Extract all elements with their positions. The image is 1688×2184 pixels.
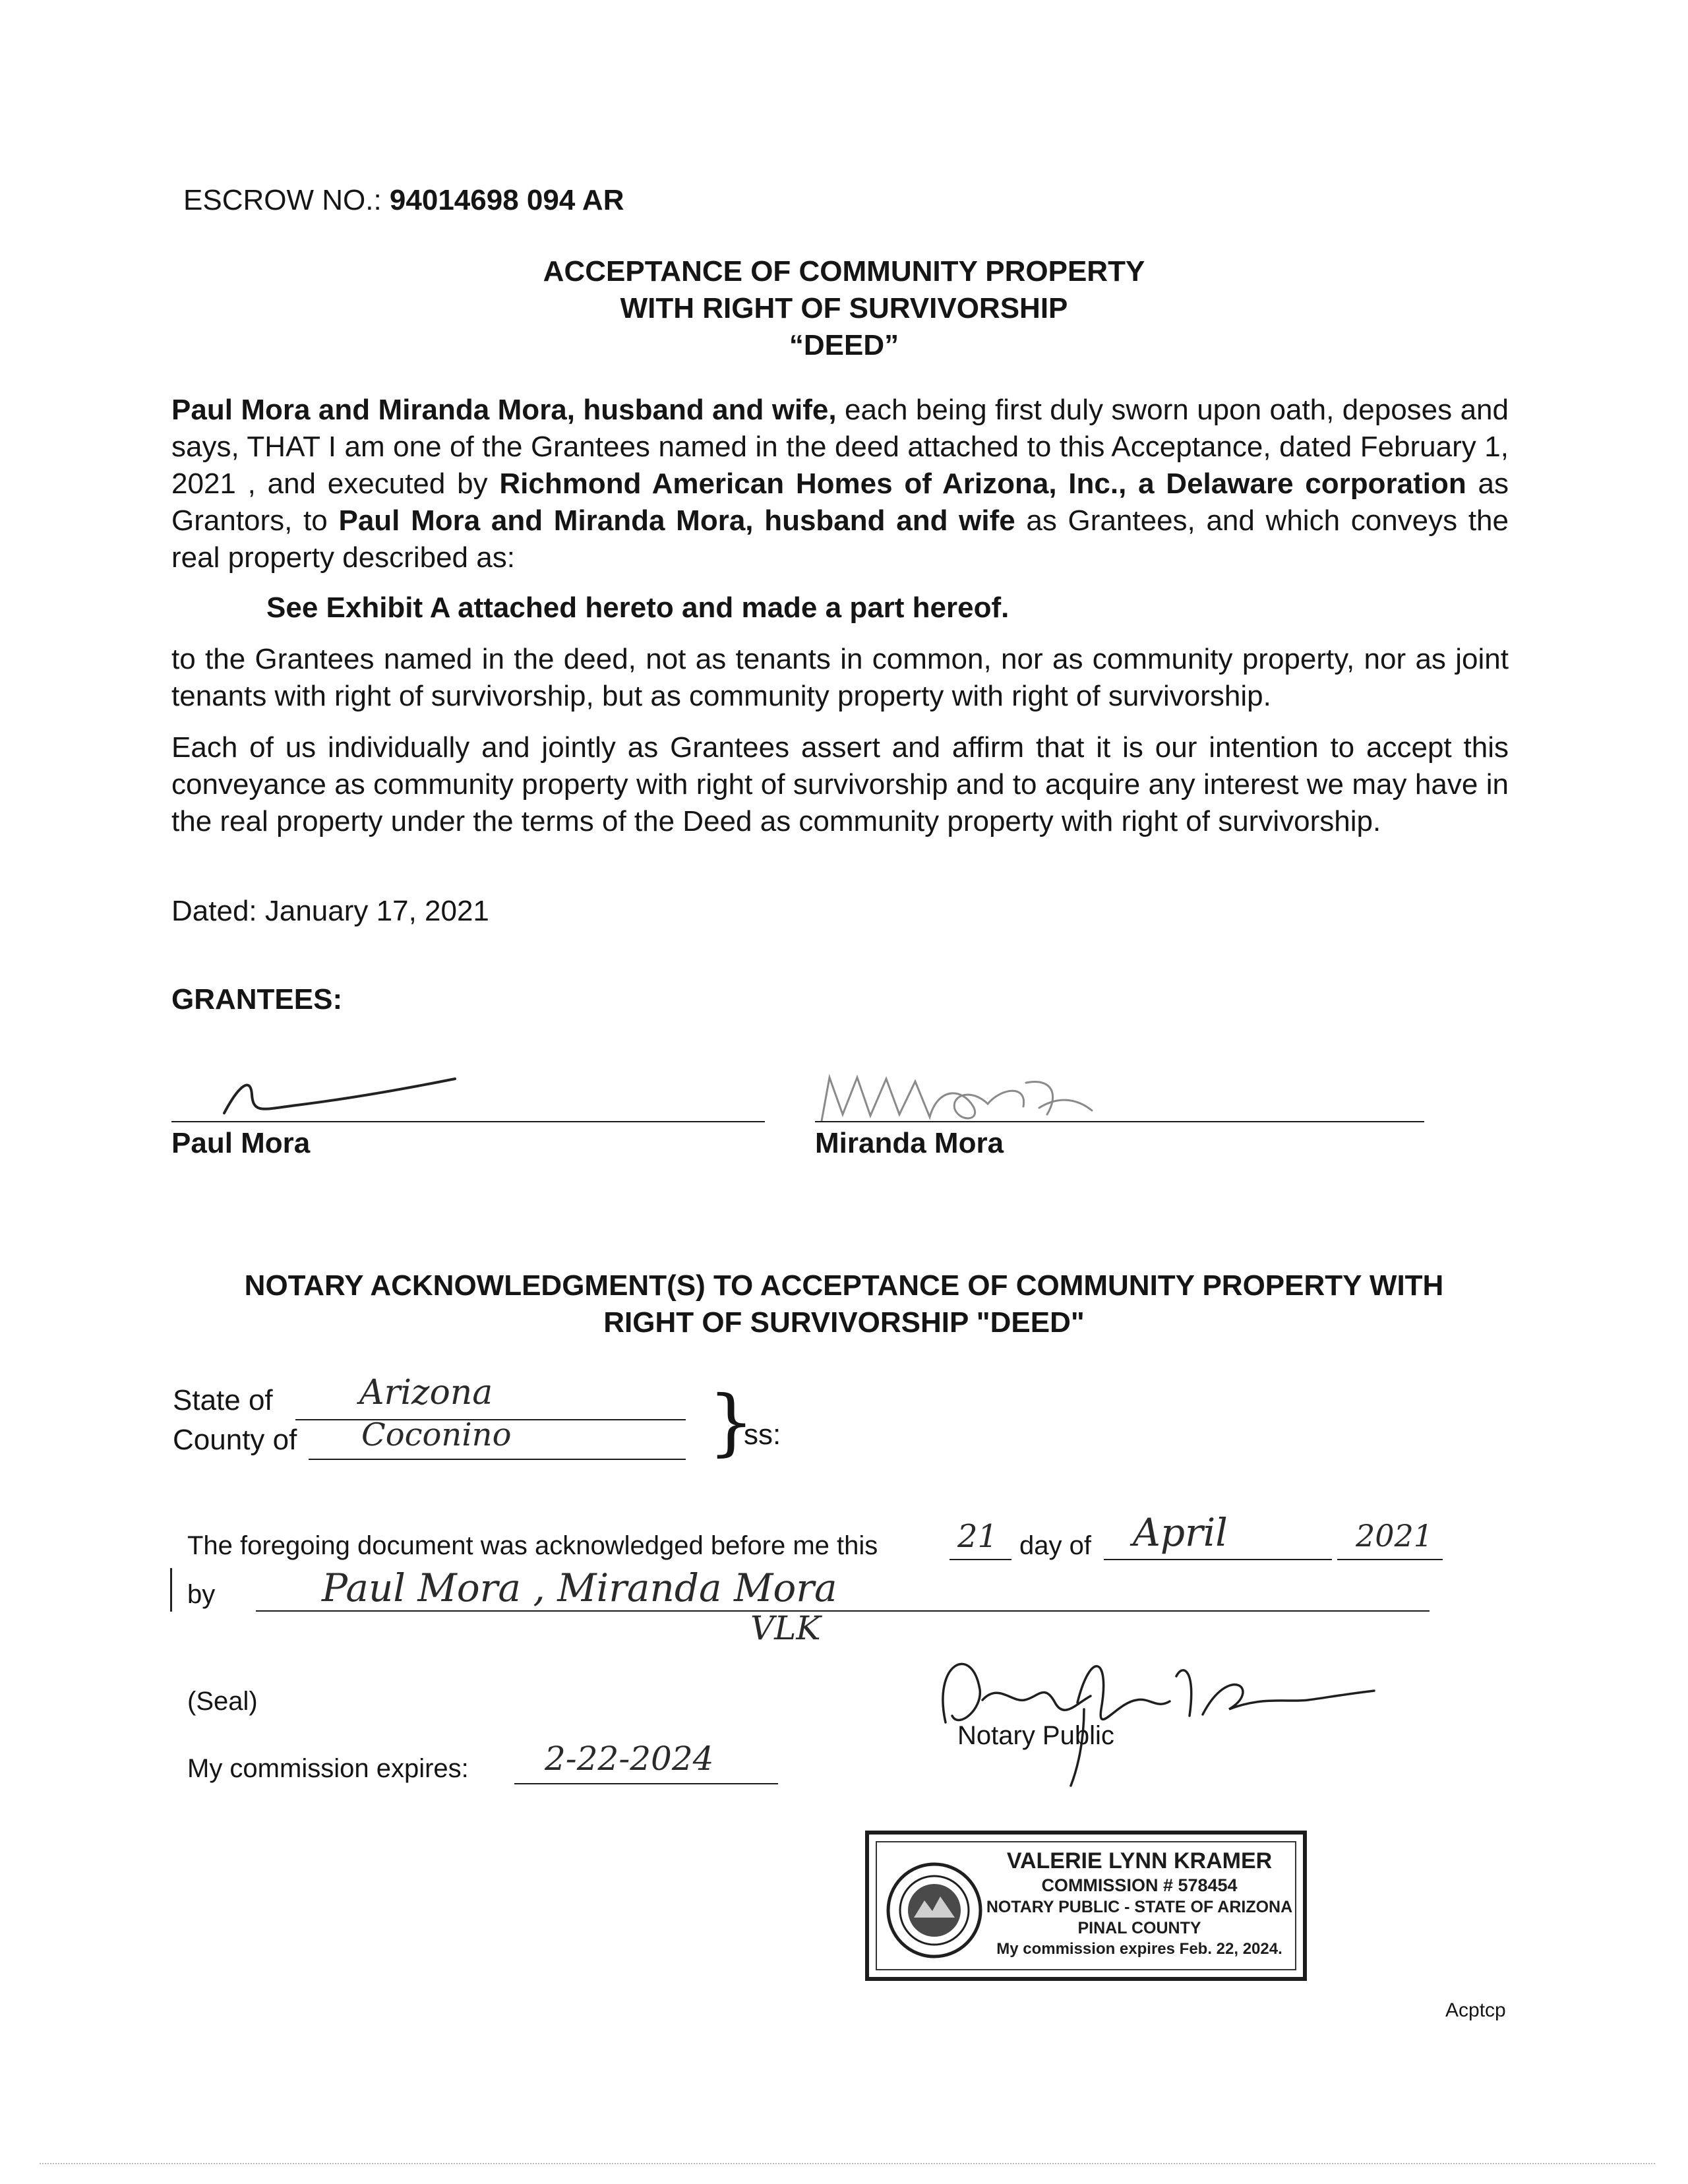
stamp-name: VALERIE LYNN KRAMER — [1006, 1848, 1273, 1873]
signature-line-right — [815, 1121, 1424, 1122]
venue-brace: } — [708, 1380, 754, 1464]
ack-day-line — [950, 1559, 1011, 1560]
signature-line-left — [171, 1121, 765, 1122]
title-line-1: ACCEPTANCE OF COMMUNITY PROPERTY — [543, 255, 1145, 288]
ack-year-handwritten: 2021 — [1356, 1518, 1433, 1554]
escrow-number: 94014698 094 AR — [389, 184, 624, 216]
para1-grantor-bold: Richmond American Homes of Arizona, Inc., a Delaware corporation — [499, 468, 1466, 500]
para1-text-a: each being first duly sworn upon oath, deposes and says, THAT I am one of the Grantees named in the deed attached to this Acceptance, dated February 1, 2021 , and executed by — [171, 394, 1509, 500]
state-label: State of — [173, 1384, 273, 1416]
paragraph-tenancy: to the Grantees named in the deed, not as tenants in common, nor as community property, nor as joint tenants with right of survivorship, but as community property with right of survivorship. — [171, 643, 1509, 712]
document-title — [0, 253, 1688, 364]
paragraph-grantees — [171, 392, 1509, 576]
escrow-line — [183, 182, 624, 219]
notary-initials: VLK — [750, 1609, 821, 1647]
ack-month-handwritten: April — [1133, 1510, 1228, 1555]
ss-label: ss: — [744, 1418, 781, 1451]
para1-grantees-bold-2: Paul Mora and Miranda Mora, husband and wife — [338, 504, 1015, 537]
ack-day-of: day of — [1019, 1531, 1091, 1560]
miranda-mora-signature — [815, 1068, 1158, 1128]
notary-signature — [919, 1637, 1394, 1788]
signer-name-right: Miranda Mora — [815, 1127, 1004, 1159]
grantees-heading: GRANTEES: — [171, 983, 343, 1016]
signer-name-left: Paul Mora — [171, 1127, 311, 1159]
title-line-2: WITH RIGHT OF SURVIVORSHIP — [620, 292, 1068, 324]
dated-line: Dated: January 17, 2021 — [171, 895, 489, 927]
county-line — [309, 1459, 686, 1460]
stamp-county: PINAL COUNTY — [1077, 1919, 1201, 1937]
footer-code: Acptcp — [1445, 1999, 1506, 2021]
commission-label: My commission expires: — [187, 1754, 469, 1783]
ack-text-before-day: The foregoing document was acknowledged before me this — [187, 1531, 878, 1560]
state-handwritten: Arizona — [359, 1373, 493, 1412]
paul-mora-signature — [204, 1062, 468, 1128]
ack-by-label: by — [187, 1580, 216, 1609]
margin-mark — [170, 1568, 172, 1612]
ack-by-handwritten: Paul Mora , Miranda Mora — [322, 1565, 837, 1610]
commission-line — [514, 1783, 778, 1784]
county-label: County of — [173, 1424, 297, 1456]
county-handwritten: Coconino — [361, 1416, 512, 1453]
notary-title — [0, 1267, 1688, 1341]
paragraph-affirmation: Each of us individually and jointly as Grantees assert and affirm that it is our intention to accept this conveyance as community property with right of survivorship and to acquire any interest we may have in the real property under the terms of the Deed as community property with right of survivorship. — [171, 731, 1509, 837]
ack-by-line — [256, 1610, 1430, 1612]
arizona-seal-icon — [885, 1861, 984, 1960]
para1-grantees-bold: Paul Mora and Miranda Mora, husband and wife, — [171, 394, 837, 426]
para1-text-c: as Grantees, and which conveys the real property described as: — [171, 504, 1509, 574]
stamp-expires: My commission expires Feb. 22, 2024. — [996, 1940, 1282, 1958]
ack-day-handwritten: 21 — [957, 1518, 998, 1555]
ack-month-line — [1104, 1559, 1332, 1560]
exhibit-reference: See Exhibit A attached hereto and made a part hereof. — [266, 592, 1010, 624]
notary-stamp — [865, 1831, 1307, 1981]
seal-label: (Seal) — [187, 1687, 258, 1716]
para1-text-b: as Grantors, to — [171, 468, 1509, 537]
stamp-title: NOTARY PUBLIC - STATE OF ARIZONA — [986, 1898, 1293, 1916]
commission-handwritten: 2-22-2024 — [545, 1740, 714, 1778]
ack-year-line — [1337, 1559, 1443, 1560]
stamp-commission: COMMISSION # 578454 — [1041, 1875, 1238, 1895]
notary-public-label: Notary Public — [957, 1721, 1114, 1750]
title-line-3: “DEED” — [789, 329, 899, 361]
notary-title-line-2: RIGHT OF SURVIVORSHIP "DEED" — [603, 1306, 1085, 1339]
scan-edge — [40, 2163, 1655, 2164]
escrow-label: ESCROW NO.: — [183, 184, 382, 216]
notary-title-line-1: NOTARY ACKNOWLEDGMENT(S) TO ACCEPTANCE OF COMMUNITY PROPERTY WITH — [244, 1269, 1444, 1302]
